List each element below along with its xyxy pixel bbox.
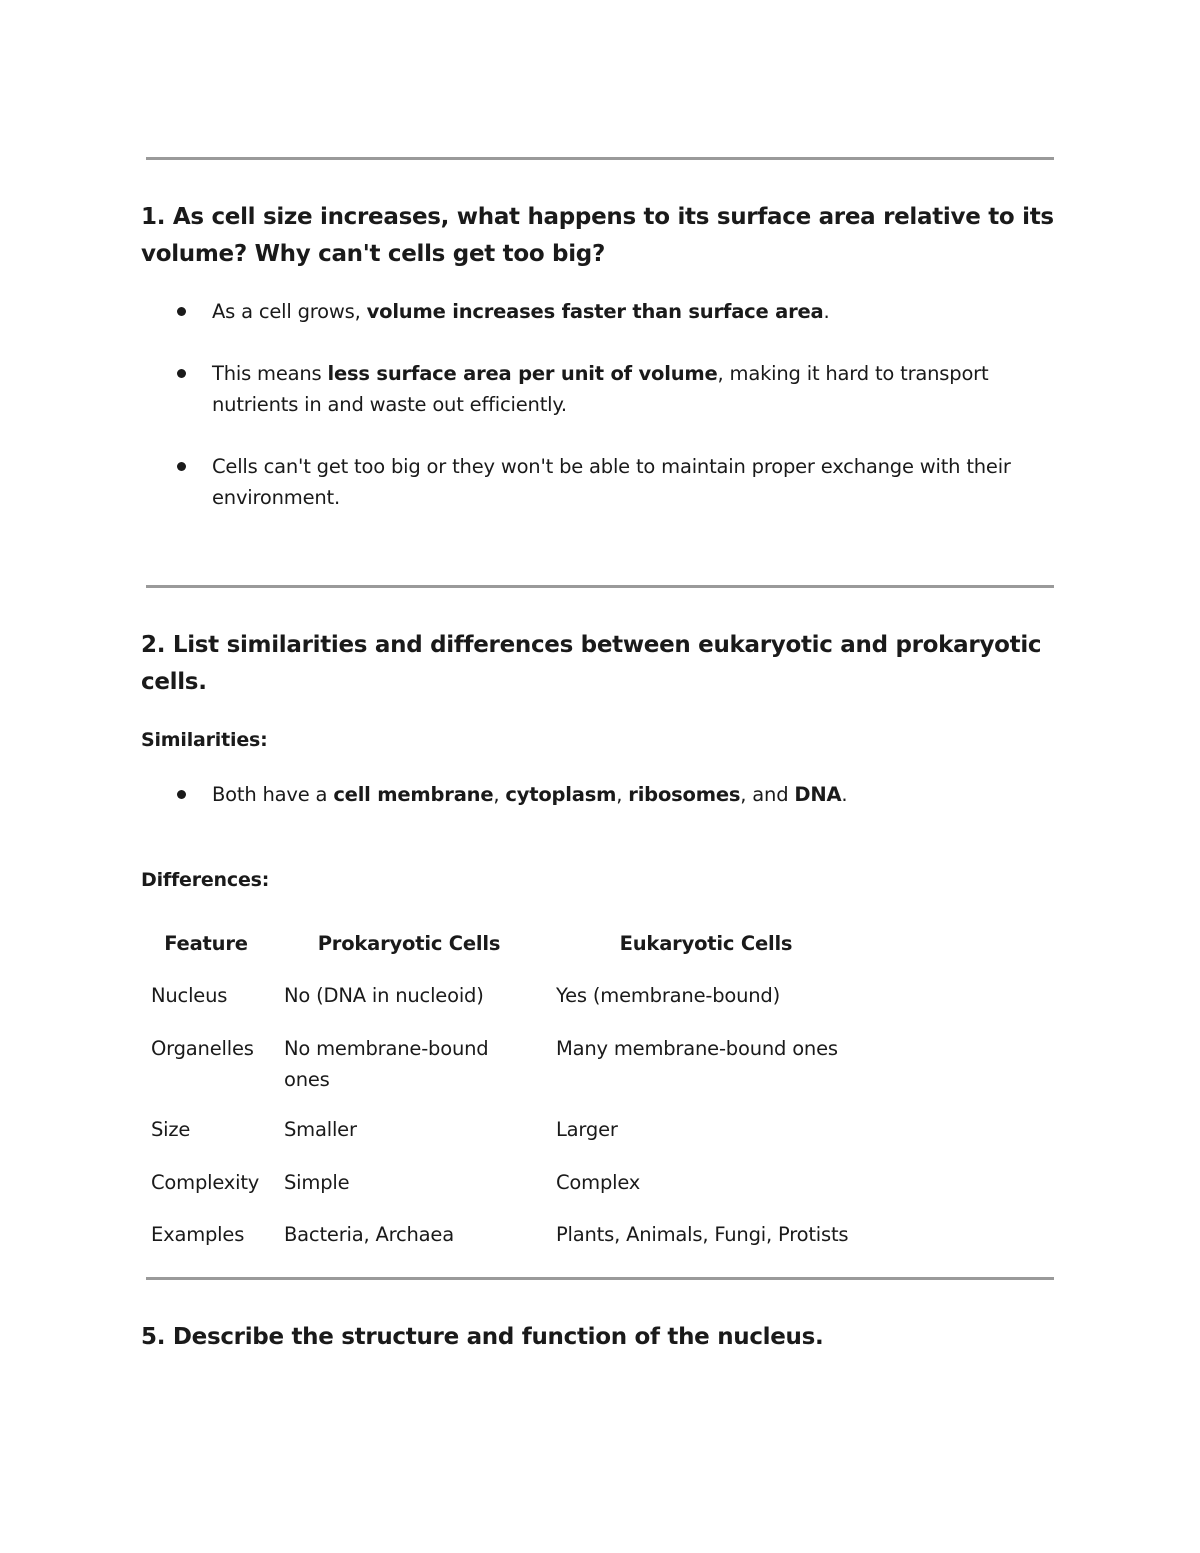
bullet-text: As a cell grows, [212, 300, 367, 323]
table-header-prokaryotic: Prokaryotic Cells [317, 932, 501, 955]
bullet-icon [177, 462, 186, 471]
table-cell-eukaryotic: Plants, Animals, Fungi, Protists [556, 1223, 849, 1246]
bullet-bold-text: volume increases faster than surface area [366, 300, 824, 323]
table-cell-eukaryotic: Larger [556, 1118, 618, 1141]
bullet-text: . [841, 783, 848, 806]
bullet-text: Cells can't get too big or they won't be able to maintain proper exchange with their environment. [212, 455, 1011, 509]
question-5-heading: 5. Describe the structure and function of the nucleus. [141, 1324, 824, 1350]
bullet-bold-text: cell membrane [333, 783, 494, 806]
table-cell-prokaryotic: No membrane-bound ones [284, 1037, 489, 1091]
bullet-bold-text: less surface area per unit of volume [327, 362, 718, 385]
table-cell-feature: Complexity [151, 1171, 260, 1194]
question-1-heading: 1. As cell size increases, what happens to its surface area relative to its volume? Why can't cells get too big? [141, 204, 1054, 267]
table-cell-feature: Examples [151, 1223, 245, 1246]
section-divider [146, 157, 1054, 160]
bullet-bold-text: ribosomes [628, 783, 741, 806]
table-cell-eukaryotic: Complex [556, 1171, 641, 1194]
table-cell-feature: Size [151, 1118, 191, 1141]
table-cell-prokaryotic: Smaller [284, 1118, 357, 1141]
section-divider [146, 585, 1054, 588]
bullet-icon [177, 790, 186, 799]
bullet-text: Both have a [212, 783, 334, 806]
bullet-text: , [616, 783, 629, 806]
list-item [212, 296, 1062, 327]
bullet-text: This means [212, 362, 328, 385]
list-item [212, 358, 1062, 420]
list-item [212, 451, 1062, 513]
table-cell-feature: Organelles [151, 1037, 254, 1060]
bullet-text: , [493, 783, 506, 806]
section-divider [146, 1277, 1054, 1280]
table-cell-prokaryotic: No (DNA in nucleoid) [284, 984, 484, 1007]
bullet-text: , and [740, 783, 795, 806]
bullet-text: , making it hard to transport nutrients in and waste out efficiently. [212, 362, 989, 416]
table-cell-eukaryotic: Yes (membrane-bound) [556, 984, 781, 1007]
differences-label: Differences: [141, 869, 270, 891]
table-cell-eukaryotic: Many membrane-bound ones [556, 1037, 838, 1060]
bullet-bold-text: DNA [794, 783, 842, 806]
bullet-icon [177, 307, 186, 316]
table-cell-prokaryotic: Bacteria, Archaea [284, 1223, 454, 1246]
table-header-feature: Feature [164, 932, 248, 955]
bullet-icon [177, 369, 186, 378]
table-cell-feature: Nucleus [151, 984, 228, 1007]
table-header-eukaryotic: Eukaryotic Cells [619, 932, 793, 955]
bullet-bold-text: cytoplasm [505, 783, 617, 806]
question-2-heading: 2. List similarities and differences between eukaryotic and prokaryotic cells. [141, 632, 1042, 695]
similarities-label: Similarities: [141, 729, 268, 751]
list-item [212, 779, 1062, 810]
bullet-text: . [823, 300, 830, 323]
table-cell-prokaryotic: Simple [284, 1171, 350, 1194]
